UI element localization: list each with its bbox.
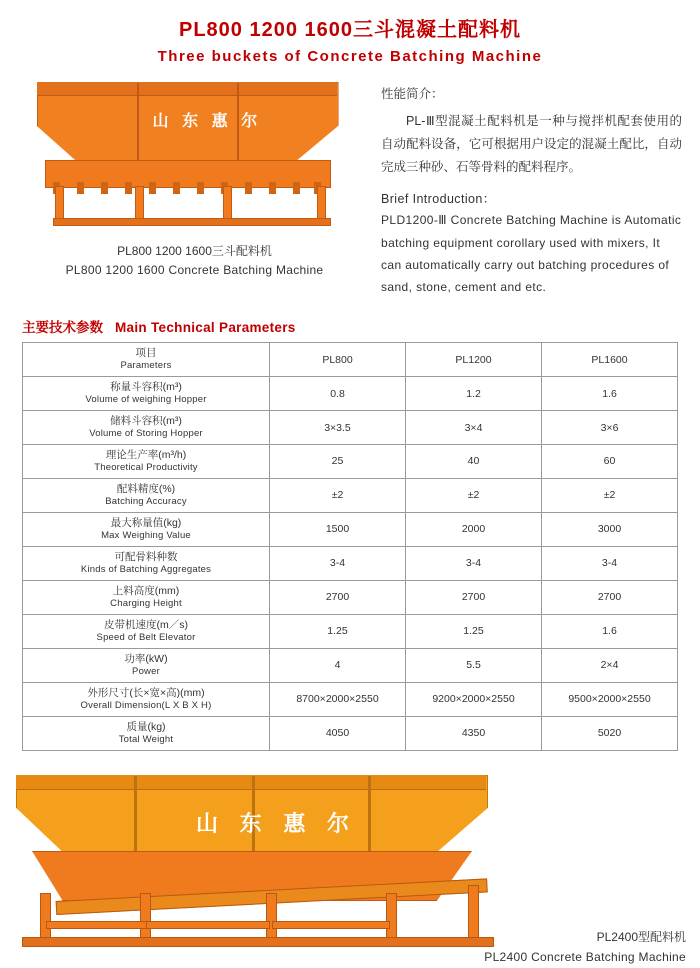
- row-value: 1.25: [406, 615, 542, 649]
- support-leg: [135, 186, 144, 222]
- row-label-en: Kinds of Batching Aggregates: [80, 564, 212, 576]
- row-value: 9500×2000×2550: [542, 682, 678, 716]
- intro-body-en: PLD1200-Ⅲ Concrete Batching Machine is Automatic batching equipment corollary used with mixers, It can automatically carry out batching procedures of sand, stone, cement and etc.: [381, 213, 682, 294]
- row-label-zh: 外形尺寸(长×宽×高)(mm): [87, 686, 205, 699]
- row-value: 3-4: [270, 547, 406, 581]
- table-row: [23, 716, 678, 750]
- row-label-en: Batching Accuracy: [105, 496, 187, 508]
- support-leg: [140, 893, 151, 941]
- discharge-gate: [245, 182, 252, 194]
- row-label-zh: 质量(kg): [126, 720, 166, 733]
- technical-parameters-table: [22, 342, 678, 751]
- row-label-cell: [23, 716, 270, 750]
- row-value: 2000: [406, 513, 542, 547]
- row-label-zh: 配料精度(%): [116, 483, 176, 496]
- row-label-zh: 功率(kW): [124, 652, 168, 665]
- row-value: 5020: [542, 716, 678, 750]
- row-value: 0.8: [270, 377, 406, 411]
- row-value: 25: [270, 445, 406, 479]
- table-row: [23, 547, 678, 581]
- product-caption-bottom-en: PL2400 Concrete Batching Machine: [484, 950, 686, 965]
- table-header-row: [23, 343, 678, 377]
- discharge-gate: [269, 182, 276, 194]
- row-label-cell: [23, 479, 270, 513]
- page-title-zh: PL800 1200 1600三斗混凝土配料机: [178, 19, 522, 41]
- hopper-rim: [37, 82, 337, 96]
- row-label-zh: 储料斗容积(m³): [110, 415, 182, 428]
- batching-machine-top-illustration: [35, 82, 355, 232]
- row-label-zh: 最大称量值(kg): [110, 517, 182, 530]
- frame-brace: [46, 921, 148, 929]
- row-label-zh: 理论生产率(m³/h): [105, 449, 187, 462]
- row-label-en: Theoretical Productivity: [94, 462, 198, 474]
- row-value: 2×4: [542, 648, 678, 682]
- discharge-gate: [77, 182, 84, 194]
- row-value: 1.6: [542, 615, 678, 649]
- table-body: [23, 343, 678, 751]
- row-value: 1.2: [406, 377, 542, 411]
- discharge-gate: [125, 182, 132, 194]
- table-header-label-en: Parameters: [120, 360, 172, 372]
- discharge-gate: [149, 182, 156, 194]
- row-value: 4350: [406, 716, 542, 750]
- row-value: 8700×2000×2550: [270, 682, 406, 716]
- row-value: ±2: [270, 479, 406, 513]
- row-label-en: Volume of weighing Hopper: [85, 394, 207, 406]
- machine-base-rail: [22, 937, 494, 947]
- support-leg: [386, 893, 397, 941]
- hopper-divider: [368, 776, 371, 854]
- row-value: 60: [542, 445, 678, 479]
- discharge-gate: [173, 182, 180, 194]
- top-section: [0, 78, 700, 298]
- row-value: ±2: [406, 479, 542, 513]
- row-label-en: Speed of Belt Elevator: [96, 632, 196, 644]
- row-label-cell: [23, 682, 270, 716]
- table-row: [23, 411, 678, 445]
- table-row: [23, 682, 678, 716]
- support-leg: [55, 186, 64, 222]
- row-label-cell: [23, 513, 270, 547]
- frame-brace: [272, 921, 390, 929]
- table-row: [23, 648, 678, 682]
- row-label-cell: [23, 648, 270, 682]
- introduction-block: [367, 78, 682, 298]
- row-label-en: Max Weighing Value: [101, 530, 191, 542]
- row-value: 3-4: [542, 547, 678, 581]
- table-row: [23, 445, 678, 479]
- page-title-en: Three buckets of Concrete Batching Machine: [157, 48, 543, 65]
- table-header-label-cell: [23, 343, 270, 377]
- row-label-zh: 上料高度(mm): [112, 585, 180, 598]
- intro-heading-en: Brief Introduction：: [381, 192, 496, 207]
- row-value: 1500: [270, 513, 406, 547]
- row-value: 3-4: [406, 547, 542, 581]
- row-label-cell: [23, 615, 270, 649]
- row-value: 2700: [270, 581, 406, 615]
- row-label-zh: 称量斗容积(m³): [110, 381, 182, 394]
- table-row: [23, 513, 678, 547]
- table-header-col-1: PL1200: [406, 343, 542, 377]
- support-leg: [223, 186, 232, 222]
- brand-text-bottom: 山 东 惠 尔: [196, 811, 356, 837]
- hopper-rim: [16, 775, 486, 790]
- product-caption-top-zh: PL800 1200 1600三斗配料机: [117, 244, 272, 258]
- hopper-divider: [134, 776, 137, 854]
- discharge-gate: [101, 182, 108, 194]
- row-value: 2700: [542, 581, 678, 615]
- row-label-cell: [23, 547, 270, 581]
- product-caption-bottom-zh: PL2400型配料机: [596, 929, 686, 944]
- table-header-label-zh: 项目: [135, 347, 157, 360]
- table-row: [23, 377, 678, 411]
- discharge-gate: [293, 182, 300, 194]
- row-value: 3000: [542, 513, 678, 547]
- table-row: [23, 581, 678, 615]
- table-row: [23, 615, 678, 649]
- row-value: ±2: [542, 479, 678, 513]
- row-label-en: Total Weight: [118, 734, 174, 746]
- product-image-top-block: [22, 78, 367, 298]
- row-label-en: Power: [132, 666, 160, 678]
- product-image-bottom-block: [0, 775, 700, 965]
- row-label-zh: 皮带机速度(m／s): [104, 619, 188, 631]
- row-value: 40: [406, 445, 542, 479]
- row-value: 4050: [270, 716, 406, 750]
- document-page: [0, 18, 700, 965]
- row-value: 3×6: [542, 411, 678, 445]
- batching-machine-bottom-illustration: [16, 775, 516, 950]
- row-label-cell: [23, 445, 270, 479]
- row-value: 5.5: [406, 648, 542, 682]
- row-value: 1.25: [270, 615, 406, 649]
- row-label-cell: [23, 581, 270, 615]
- frame-brace: [146, 921, 270, 929]
- row-value: 4: [270, 648, 406, 682]
- hopper-divider: [137, 83, 139, 163]
- brand-text-top: 山 东 惠 尔: [152, 111, 262, 130]
- intro-heading-zh: 性能简介：: [381, 87, 444, 101]
- product-caption-top-en: PL800 1200 1600 Concrete Batching Machine: [65, 263, 324, 278]
- params-heading-zh: 主要技术参数: [22, 320, 103, 336]
- table-header-col-2: PL1600: [542, 343, 678, 377]
- row-value: 3×4: [406, 411, 542, 445]
- params-section-heading: [22, 316, 700, 336]
- table-header-col-0: PL800: [270, 343, 406, 377]
- discharge-gate: [197, 182, 204, 194]
- row-label-en: Overall Dimension(L X B X H): [80, 700, 212, 712]
- row-value: 1.6: [542, 377, 678, 411]
- params-heading-en: Main Technical Parameters: [115, 320, 296, 336]
- row-value: 2700: [406, 581, 542, 615]
- row-label-cell: [23, 377, 270, 411]
- row-label-en: Charging Height: [110, 598, 182, 610]
- intro-body-zh: PL-Ⅲ型混凝土配料机是一种与搅拌机配套使用的自动配料设备，它可根据用户设定的混凝土配比，自动完成三种砂、石等骨料的配料程序。: [381, 114, 682, 175]
- row-label-cell: [23, 411, 270, 445]
- table-row: [23, 479, 678, 513]
- support-leg: [468, 885, 479, 941]
- row-label-zh: 可配骨料种数: [114, 551, 178, 564]
- row-value: 3×3.5: [270, 411, 406, 445]
- row-label-en: Volume of Storing Hopper: [89, 428, 203, 440]
- machine-base-rail: [53, 218, 331, 226]
- support-leg: [266, 893, 277, 941]
- support-leg: [317, 186, 326, 222]
- discharge-gates: [53, 182, 321, 194]
- product-caption-bottom: [484, 927, 686, 968]
- support-leg: [40, 893, 51, 941]
- row-value: 9200×2000×2550: [406, 682, 542, 716]
